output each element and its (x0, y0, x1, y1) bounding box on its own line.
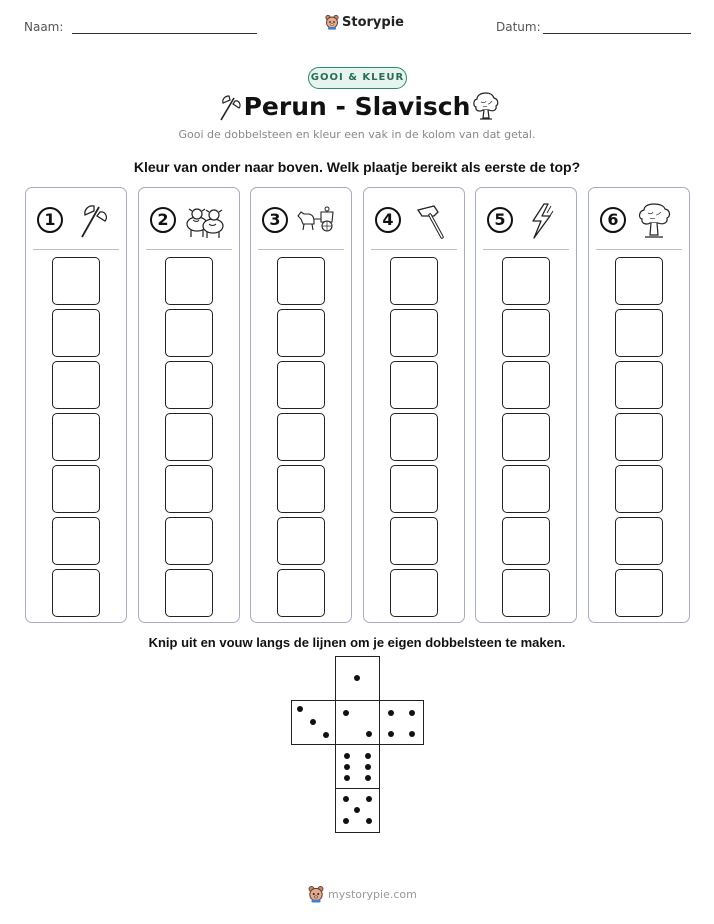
color-cell[interactable] (615, 465, 663, 513)
die-face-1 (335, 656, 380, 701)
color-cell[interactable] (52, 309, 100, 357)
die-pip (344, 775, 350, 781)
color-cell[interactable] (615, 413, 663, 461)
die-pip (409, 710, 415, 716)
footer (308, 885, 417, 903)
die-pip (354, 807, 360, 813)
oak-tree-icon (633, 202, 675, 240)
column-number: 5 (487, 207, 513, 233)
column-1 (25, 187, 127, 623)
die-pip (310, 719, 316, 725)
color-cell[interactable] (390, 517, 438, 565)
date-label: Datum: (496, 20, 541, 34)
color-cell[interactable] (390, 361, 438, 409)
hammer-icon (408, 202, 450, 240)
color-cell[interactable] (277, 361, 325, 409)
column-4 (363, 187, 465, 623)
storypie-mascot-icon (308, 885, 324, 903)
color-cell[interactable] (502, 413, 550, 461)
color-cell[interactable] (165, 257, 213, 305)
color-cell[interactable] (502, 257, 550, 305)
color-cell[interactable] (165, 517, 213, 565)
column-5 (475, 187, 577, 623)
name-label: Naam: (24, 20, 64, 34)
color-cell[interactable] (277, 465, 325, 513)
axe-icon (70, 202, 112, 240)
die-face-6 (335, 744, 380, 789)
column-number: 4 (375, 207, 401, 233)
column-divider (483, 249, 569, 250)
column-divider (371, 249, 457, 250)
die-face-3 (291, 700, 336, 745)
column-divider (596, 249, 682, 250)
column-header (476, 188, 576, 250)
color-cell[interactable] (52, 361, 100, 409)
die-face-4 (379, 700, 424, 745)
color-cell[interactable] (390, 413, 438, 461)
color-cell[interactable] (615, 257, 663, 305)
column-3 (250, 187, 352, 623)
die-pip (343, 818, 349, 824)
page-subtitle: Gooi de dobbelsteen en kleur een vak in de kolom van dat getal. (178, 128, 536, 141)
game-instruction: Kleur van onder naar boven. Welk plaatje bereikt als eerste de top? (133, 159, 581, 175)
column-header (251, 188, 351, 250)
die-pip (366, 731, 372, 737)
die-face-2 (335, 700, 380, 745)
color-cell[interactable] (277, 569, 325, 617)
die-pip (365, 753, 371, 759)
column-header (139, 188, 239, 250)
color-cell[interactable] (502, 517, 550, 565)
column-divider (146, 249, 232, 250)
column-number: 6 (600, 207, 626, 233)
color-cell[interactable] (165, 569, 213, 617)
cutout-instruction: Knip uit en vouw langs de lijnen om je eigen dobbelsteen te maken. (148, 635, 566, 650)
column-header (589, 188, 689, 250)
die-pip (343, 796, 349, 802)
color-cell[interactable] (165, 413, 213, 461)
column-header (364, 188, 464, 250)
color-cell[interactable] (165, 361, 213, 409)
color-cell[interactable] (165, 309, 213, 357)
color-cell[interactable] (502, 309, 550, 357)
color-cell[interactable] (502, 361, 550, 409)
oak-tree-icon (470, 90, 502, 122)
name-line[interactable] (72, 33, 257, 34)
page-title: Perun - Slavisch (243, 92, 471, 121)
die-pip (388, 731, 394, 737)
column-2 (138, 187, 240, 623)
color-cell[interactable] (165, 465, 213, 513)
color-cell[interactable] (390, 569, 438, 617)
column-number: 3 (262, 207, 288, 233)
color-cell[interactable] (52, 517, 100, 565)
color-cell[interactable] (615, 517, 663, 565)
color-cell[interactable] (52, 569, 100, 617)
column-divider (33, 249, 119, 250)
color-cell[interactable] (390, 465, 438, 513)
die-pip (388, 710, 394, 716)
color-cell[interactable] (277, 257, 325, 305)
column-number: 1 (37, 207, 63, 233)
die-face-5 (335, 788, 380, 833)
color-cell[interactable] (502, 465, 550, 513)
die-pip (323, 732, 329, 738)
column-divider (258, 249, 344, 250)
color-cell[interactable] (390, 257, 438, 305)
die-pip (366, 796, 372, 802)
footer-url[interactable]: mystorypie.com (328, 887, 417, 901)
die-pip (344, 764, 350, 770)
brand-logo (325, 14, 404, 30)
color-cell[interactable] (615, 569, 663, 617)
die-pip (365, 775, 371, 781)
color-cell[interactable] (52, 465, 100, 513)
die-pip (297, 706, 303, 712)
die-pip (409, 731, 415, 737)
storypie-mascot-icon (325, 14, 339, 30)
color-cell[interactable] (277, 517, 325, 565)
color-cell[interactable] (52, 413, 100, 461)
color-cell[interactable] (277, 413, 325, 461)
brand-name: Storypie (342, 14, 404, 30)
color-cell[interactable] (615, 361, 663, 409)
die-pip (354, 675, 360, 681)
die-pip (343, 710, 349, 716)
color-cell[interactable] (390, 309, 438, 357)
color-cell[interactable] (502, 569, 550, 617)
date-line[interactable] (543, 33, 691, 34)
column-header (26, 188, 126, 250)
activity-badge: GOOI & KLEUR (308, 67, 407, 89)
die-pip (365, 764, 371, 770)
color-cell[interactable] (615, 309, 663, 357)
color-cell[interactable] (277, 309, 325, 357)
color-cell[interactable] (52, 257, 100, 305)
column-6 (588, 187, 690, 623)
die-pip (344, 753, 350, 759)
cattle-icon (183, 202, 225, 240)
column-number: 2 (150, 207, 176, 233)
horse-cart-icon (295, 202, 337, 240)
lightning-icon (520, 202, 562, 240)
die-pip (366, 818, 372, 824)
